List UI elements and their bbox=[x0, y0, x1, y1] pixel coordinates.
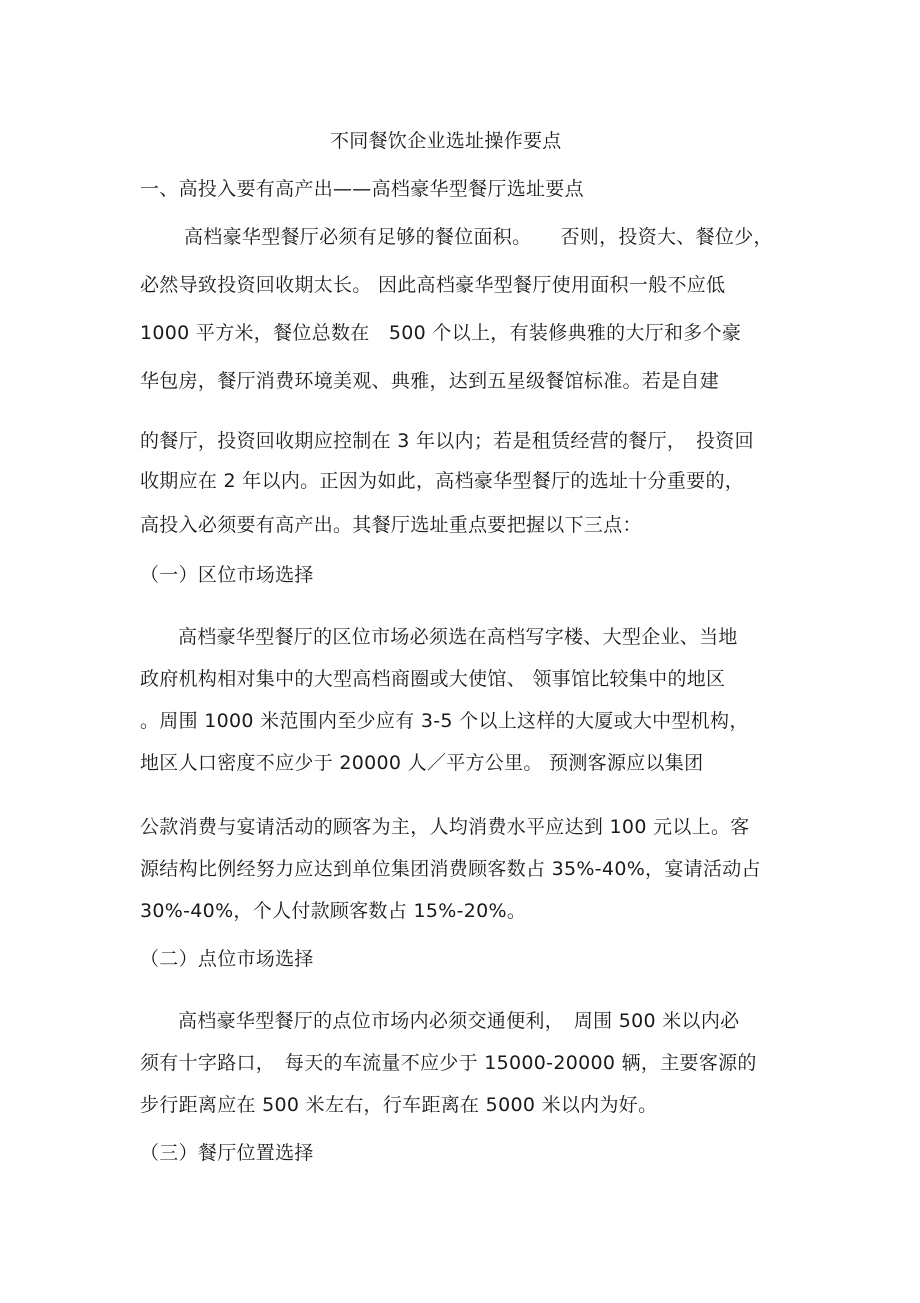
paragraph-line: 政府机构相对集中的大型高档商圈或大使馆、 领事馆比较集中的地区 bbox=[140, 668, 726, 690]
paragraph-line: 高档豪华型餐厅的区位市场必须选在高档写字楼、大型企业、当地 bbox=[178, 626, 738, 648]
paragraph-line: 华包房，餐厅消费环境美观、典雅，达到五星级餐馆标准。若是自建 bbox=[140, 370, 720, 392]
paragraph-line: 地区人口密度不应少于 20000 人／平方公里。 预测客源应以集团 bbox=[140, 752, 704, 774]
paragraph-line: 高档豪华型餐厅的点位市场内必须交通便利， 周围 500 米以内必 bbox=[178, 1010, 740, 1032]
document-title: 不同餐饮企业选址操作要点 bbox=[330, 130, 562, 152]
paragraph-line: 的餐厅，投资回收期应控制在 3 年以内；若是租赁经营的餐厅， 投资回 bbox=[140, 430, 754, 452]
paragraph-line: 。周围 1000 米范围内至少应有 3-5 个以上这样的大厦或大中型机构， bbox=[140, 710, 749, 732]
subsection-heading: （一）区位市场选择 bbox=[140, 564, 314, 586]
subsection-heading: （三）餐厅位置选择 bbox=[140, 1142, 314, 1164]
paragraph-line: 高投入必须要有高产出。其餐厅选址重点要把握以下三点： bbox=[140, 514, 642, 536]
paragraph-line: 1000 平方米，餐位总数在 500 个以上，有装修典雅的大厅和多个豪 bbox=[140, 322, 742, 344]
paragraph-line: 步行距离应在 500 米左右，行车距离在 5000 米以内为好。 bbox=[140, 1094, 658, 1116]
paragraph-line: 公款消费与宴请活动的顾客为主，人均消费水平应达到 100 元以上。客 bbox=[140, 816, 750, 838]
paragraph-line: 收期应在 2 年以内。正因为如此，高档豪华型餐厅的选址十分重要的， bbox=[140, 470, 745, 492]
paragraph-line: 高档豪华型餐厅必须有足够的餐位面积。 否则，投资大、餐位少， bbox=[184, 226, 773, 248]
paragraph-line: 须有十字路口， 每天的车流量不应少于 15000-20000 辆，主要客源的 bbox=[140, 1052, 757, 1074]
subsection-heading: （二）点位市场选择 bbox=[140, 948, 314, 970]
paragraph-line: 必然导致投资回收期太长。 因此高档豪华型餐厅使用面积一般不应低 bbox=[140, 274, 726, 296]
paragraph-line: 30%-40%，个人付款顾客数占 15%-20%。 bbox=[140, 900, 527, 922]
section-heading: 一、高投入要有高产出——高档豪华型餐厅选址要点 bbox=[140, 178, 584, 200]
paragraph-line: 源结构比例经努力应达到单位集团消费顾客数占 35%-40%，宴请活动占 bbox=[140, 858, 761, 880]
